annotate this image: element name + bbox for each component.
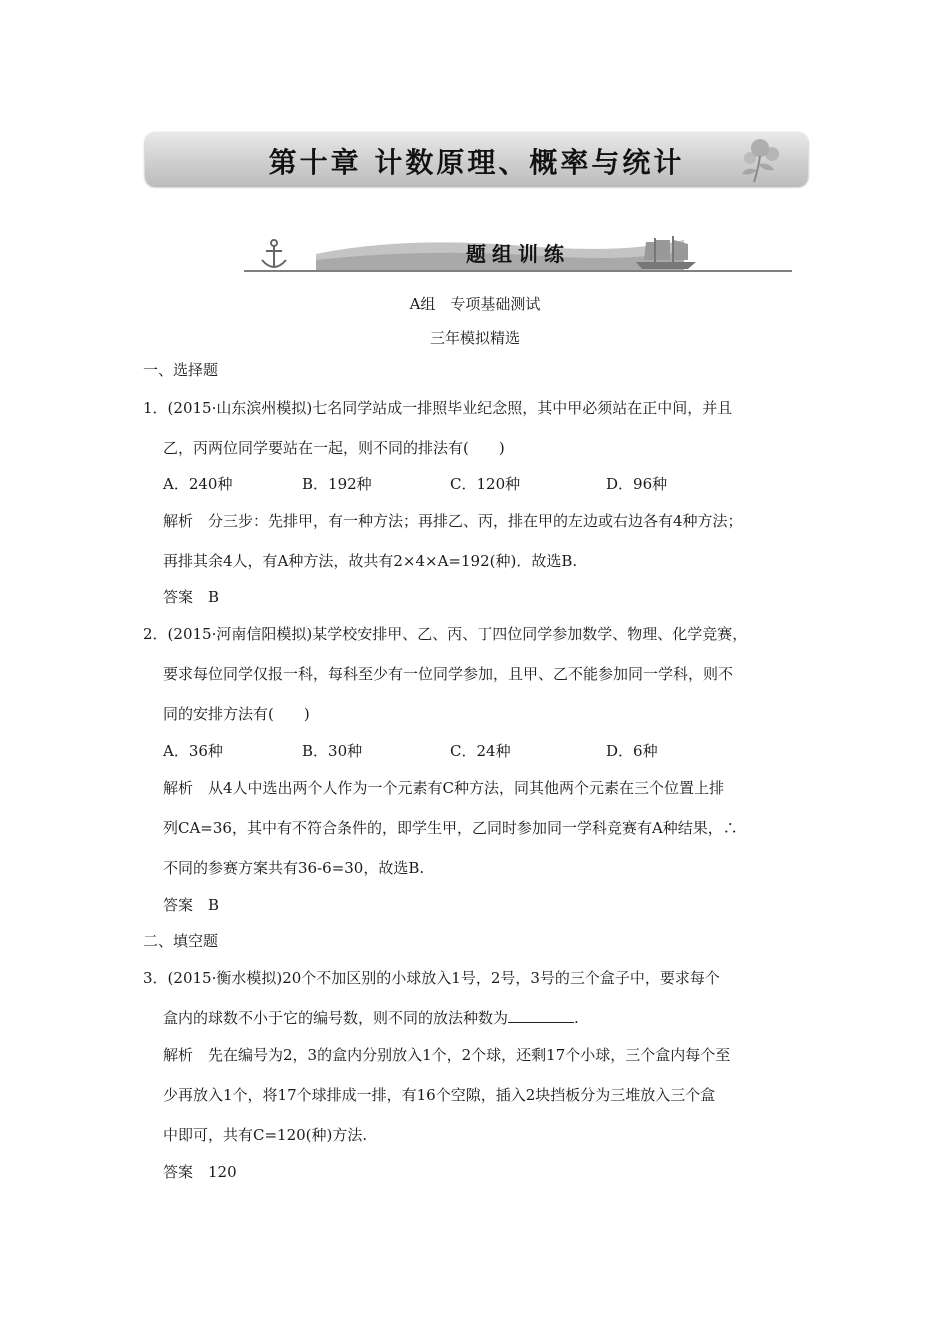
q2-line3: 同的安排方法有( ) — [163, 705, 310, 723]
q3-line2-end: . — [574, 1009, 579, 1027]
q2-option-c: C．24种 — [450, 742, 511, 760]
q2-option-d: D．6种 — [606, 742, 658, 760]
q2-analysis2: 列CA=36，其中有不符合条件的，即学生甲，乙同时参加同一学科竞赛有A种结果，∴ — [163, 819, 738, 837]
q2-option-a: A．36种 — [163, 742, 223, 760]
q1-option-b: B．192种 — [302, 475, 372, 493]
q2-option-b: B．30种 — [302, 742, 363, 760]
q3-answer: 答案 120 — [163, 1163, 237, 1181]
part2-heading: 二、填空题 — [143, 932, 219, 950]
q3-analysis3: 中即可，共有C=120(种)方法. — [163, 1126, 368, 1144]
group-title: A组 专项基础测试 — [409, 295, 541, 313]
chapter-banner — [145, 132, 808, 186]
part1-heading: 一、选择题 — [143, 361, 219, 379]
q3-analysis1: 解析 先在编号为2，3的盒内分别放入1个，2个球，还剩17个小球，三个盒内每个至 — [163, 1046, 731, 1064]
q1-option-d: D．96种 — [606, 475, 668, 493]
q1-answer: 答案 B — [163, 588, 220, 606]
q1-analysis1: 解析 分三步：先排甲，有一种方法；再排乙、丙，排在甲的左边或右边各有4种方法； — [163, 512, 743, 530]
q3-line1: 3．(2015·衡水模拟)20个不加区别的小球放入1号，2号，3号的三个盒子中，要求每个 — [143, 969, 720, 987]
q1-line1: 1．(2015·山东滨州模拟)七名同学站成一排照毕业纪念照，其中甲必须站在正中间，并且 — [143, 399, 733, 417]
q3-line2 — [163, 1008, 579, 1028]
section-banner — [244, 234, 792, 274]
q1-line2: 乙，丙两位同学要站在一起，则不同的排法有( ) — [163, 439, 505, 457]
chapter-title: 第十章 计数原理、概率与统计 — [268, 146, 685, 179]
subgroup-title: 三年模拟精选 — [429, 329, 520, 347]
q1-analysis2: 再排其余4人，有A种方法，故共有2×4×A=192(种)．故选B. — [163, 552, 578, 570]
q2-line2: 要求每位同学仅报一科，每科至少有一位同学参加，且甲、乙不能参加同一学科，则不 — [163, 665, 734, 683]
answer-blank — [508, 1008, 574, 1023]
q2-analysis3: 不同的参赛方案共有36-6=30，故选B. — [163, 859, 425, 877]
q1-option-a: A．240种 — [163, 475, 233, 493]
section-title: 题组训练 — [466, 242, 570, 266]
flower-icon — [730, 134, 790, 184]
q2-analysis1: 解析 从4人中选出两个人作为一个元素有C种方法，同其他两个元素在三个位置上排 — [163, 779, 725, 797]
q3-analysis2: 少再放入1个，将17个球排成一排，有16个空隙，插入2块挡板分为三堆放入三个盒 — [163, 1086, 716, 1104]
q1-option-c: C．120种 — [450, 475, 521, 493]
q2-answer: 答案 B — [163, 896, 220, 914]
q2-line1: 2．(2015·河南信阳模拟)某学校安排甲、乙、丙、丁四位同学参加数学、物理、化学竞赛， — [143, 625, 748, 643]
q3-line2-text: 盒内的球数不小于它的编号数，则不同的放法种数为 — [163, 1009, 509, 1027]
